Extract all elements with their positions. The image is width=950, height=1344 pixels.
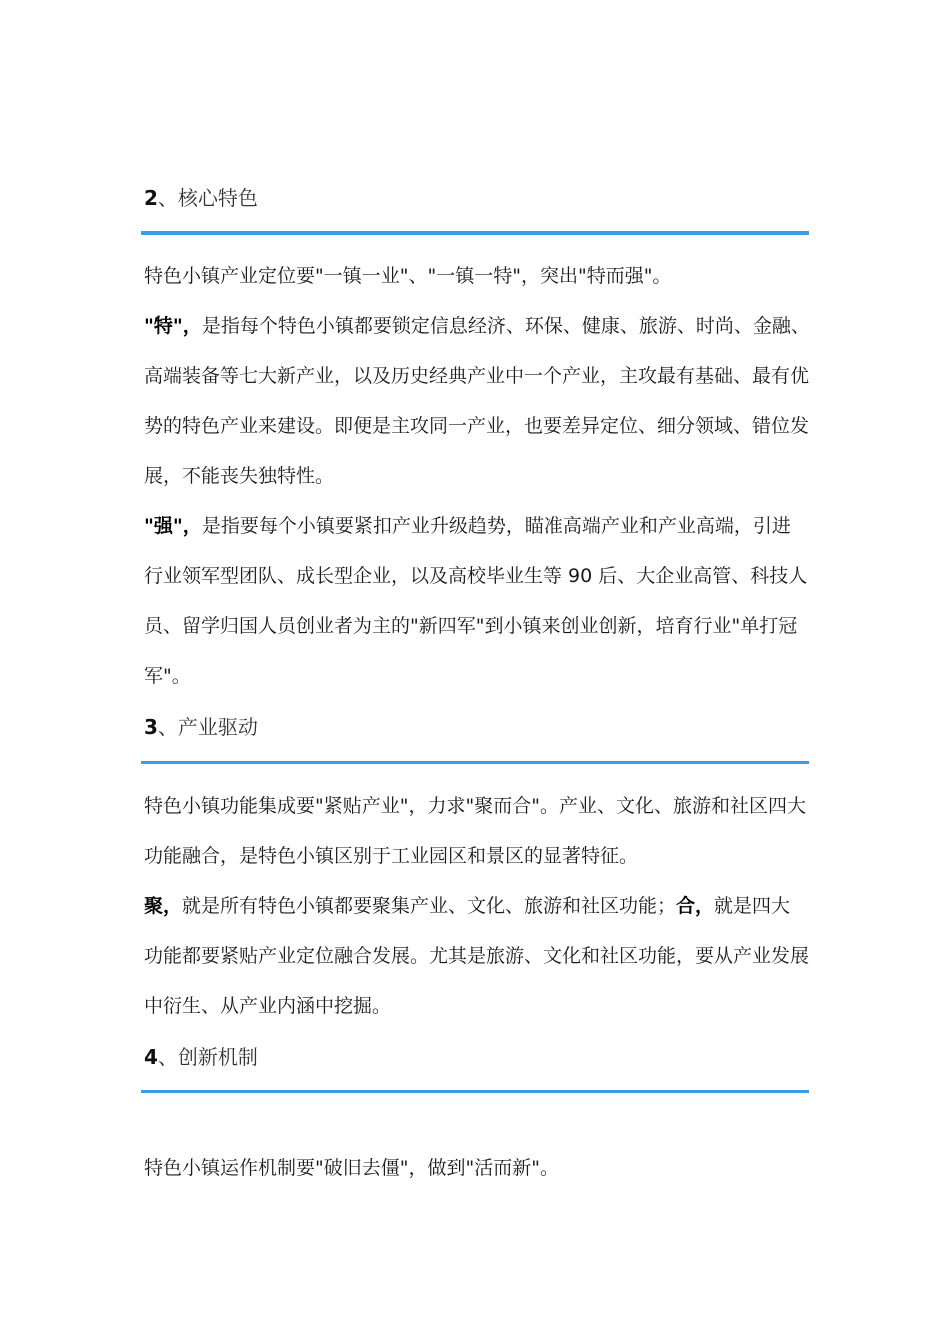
paragraph-line: 功能都要紧贴产业定位融合发展。尤其是旅游、文化和社区功能，要从产业发展 (144, 945, 810, 967)
section-title: 创新机制 (177, 1045, 258, 1069)
section-divider (141, 231, 809, 235)
paragraph-line: 展，不能丧失独特性。 (144, 465, 335, 487)
paragraph-line: 行业领军型团队、成长型企业，以及高校毕业生等 90 后、大企业高管、科技人 (144, 565, 808, 587)
section-heading-3 (144, 713, 258, 741)
section-divider (141, 1090, 809, 1093)
bold-lead: 聚， (144, 895, 183, 917)
section-separator: 、 (157, 1045, 178, 1069)
paragraph-line: 中衍生、从产业内涵中挖掘。 (144, 995, 392, 1017)
paragraph (144, 251, 814, 301)
paragraph (144, 881, 814, 1031)
paragraph-line: 特色小镇产业定位要"一镇一业"、"一镇一特"，突出"特而强"。 (144, 265, 672, 287)
paragraph (144, 501, 814, 701)
paragraph-line (144, 301, 814, 351)
section-title: 产业驱动 (177, 715, 258, 739)
paragraph-text: 就是所有特色小镇都要聚集产业、文化、旅游和社区功能； (182, 895, 677, 917)
section-title: 核心特色 (177, 186, 258, 210)
paragraph-line: 特色小镇运作机制要"破旧去僵"，做到"活而新"。 (144, 1157, 559, 1179)
section-divider (141, 761, 809, 764)
bold-lead: 合， (676, 895, 715, 917)
paragraph (144, 781, 814, 881)
section-number: 4 (144, 1045, 158, 1069)
paragraph-line: 高端装备等七大新产业，以及历史经典产业中一个产业，主攻最有基础、最有优 (144, 365, 810, 387)
paragraph (144, 301, 814, 501)
paragraph-text: 是指要每个小镇要紧扣产业升级趋势，瞄准高端产业和产业高端，引进 (201, 515, 791, 537)
section-heading-2 (144, 184, 258, 212)
paragraph-text: 是指每个特色小镇都要锁定信息经济、环保、健康、旅游、时尚、金融、 (201, 315, 810, 337)
paragraph-line: 军"。 (144, 665, 191, 687)
bold-lead: "特"， (144, 315, 202, 337)
bold-lead: "强"， (144, 515, 202, 537)
paragraph-line: 功能融合，是特色小镇区别于工业园区和景区的显著特征。 (144, 845, 639, 867)
section-separator: 、 (157, 715, 178, 739)
section-number: 3 (144, 715, 158, 739)
paragraph-line (144, 881, 814, 931)
paragraph-line (144, 501, 814, 551)
paragraph-text: 就是四大 (714, 895, 791, 917)
paragraph-line: 特色小镇功能集成要"紧贴产业"，力求"聚而合"。产业、文化、旅游和社区四大 (144, 795, 806, 817)
section-heading-4 (144, 1043, 258, 1071)
section-number: 2 (144, 186, 158, 210)
paragraph-line: 势的特色产业来建设。即便是主攻同一产业，也要差异定位、细分领域、错位发 (144, 415, 810, 437)
section-separator: 、 (157, 186, 178, 210)
paragraph (144, 1143, 814, 1193)
paragraph-line: 员、留学归国人员创业者为主的"新四军"到小镇来创业创新，培育行业"单打冠 (144, 615, 798, 637)
